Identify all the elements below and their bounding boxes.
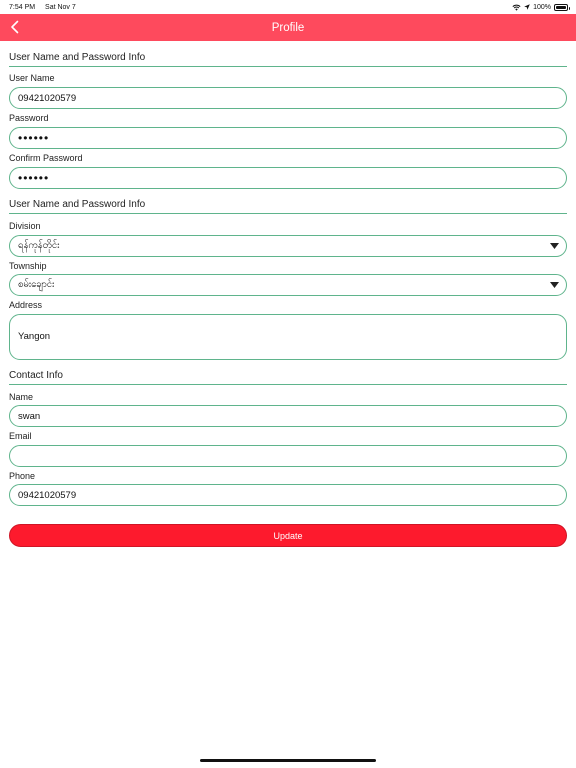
page-title: Profile	[271, 21, 305, 34]
email-label: Email	[9, 431, 32, 441]
home-indicator	[200, 759, 376, 762]
division-select[interactable]	[9, 235, 567, 257]
township-label: Township	[9, 261, 47, 271]
status-date: Sat Nov 7	[45, 3, 76, 11]
phone-label: Phone	[9, 471, 36, 481]
confirm-password-input[interactable]: ••••••	[9, 167, 567, 189]
status-bar	[0, 0, 576, 14]
location-arrow-icon	[524, 4, 530, 10]
address-label: Address	[9, 300, 43, 310]
address-input[interactable]	[9, 314, 567, 360]
battery-icon	[554, 4, 568, 11]
wifi-icon	[512, 4, 521, 11]
name-label: Name	[9, 392, 34, 402]
update-button[interactable]: Update	[9, 524, 567, 547]
status-time: 7:54 PM	[9, 3, 36, 11]
division-label: Division	[9, 221, 41, 231]
status-right	[512, 4, 568, 11]
township-select[interactable]	[9, 274, 567, 296]
section-title-account: User Name and Password Info	[9, 52, 567, 67]
name-input[interactable]	[9, 405, 567, 427]
battery-fill	[556, 6, 566, 9]
section-title-location: User Name and Password Info	[9, 199, 567, 214]
division-value: ရန်ကုန်တိုင်း	[18, 240, 60, 251]
battery-percent: 100%	[533, 3, 551, 11]
password-input[interactable]: ••••••	[9, 127, 567, 149]
township-value: စမ်းချောင်း	[18, 279, 55, 290]
username-label: User Name	[9, 73, 55, 83]
status-left	[9, 4, 84, 11]
dropdown-arrow-icon	[550, 243, 559, 249]
email-input[interactable]	[9, 445, 567, 467]
section-title-contact: Contact Info	[9, 370, 567, 385]
nav-bar	[0, 14, 576, 41]
confirm-password-label: Confirm Password	[9, 153, 83, 163]
chevron-left-icon[interactable]	[8, 19, 24, 35]
phone-input[interactable]	[9, 484, 567, 506]
password-label: Password	[9, 113, 49, 123]
username-input[interactable]	[9, 87, 567, 109]
dropdown-arrow-icon	[550, 282, 559, 288]
